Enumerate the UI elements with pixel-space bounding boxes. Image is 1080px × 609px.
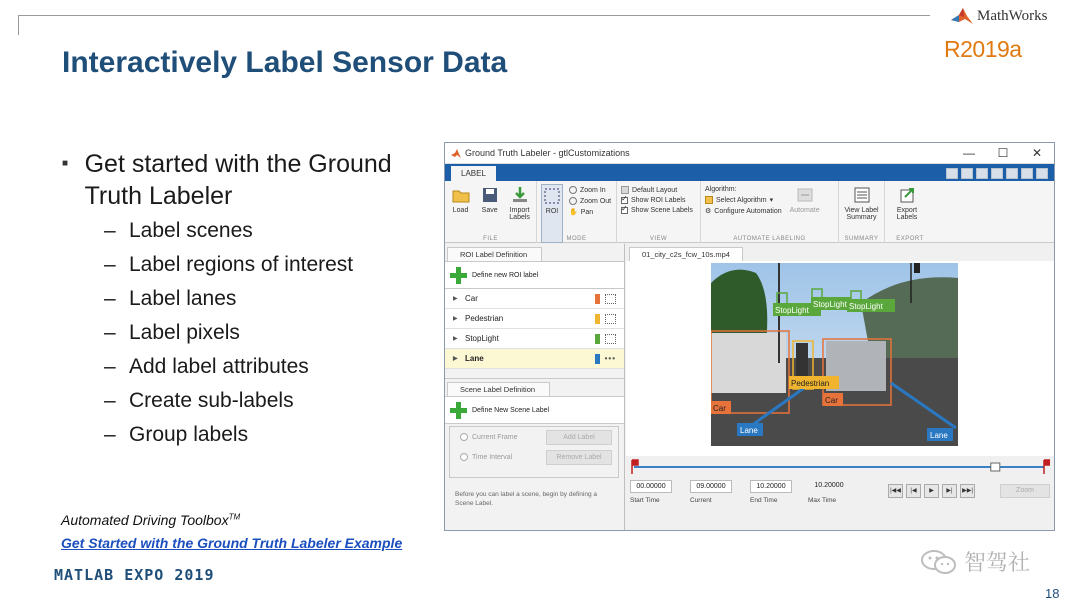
sub-bullet-text: Label scenes <box>129 219 253 242</box>
event-name: MATLAB EXPO 2019 <box>54 566 215 584</box>
mode-group <box>537 181 617 243</box>
export-icon <box>898 186 916 204</box>
playhead-handle[interactable] <box>991 463 1000 471</box>
chevron-down-icon: ▾ <box>769 197 774 204</box>
stoplight-tag-text: StopLight <box>775 306 809 315</box>
view-caption: VIEW <box>649 236 668 242</box>
automate-group <box>701 181 839 243</box>
window-titlebar <box>445 143 1054 164</box>
scene-label-definition-tab[interactable]: Scene Label Definition <box>447 382 550 396</box>
sub-bullet: – Create sub-labels <box>104 384 432 418</box>
sub-bullet-text: Create sub-labels <box>129 389 294 412</box>
label-definition-panel <box>445 244 625 530</box>
export-caption: EXPORT <box>896 236 924 242</box>
save-button[interactable] <box>478 184 501 243</box>
show-scene-label: Show Scene Labels <box>631 207 693 214</box>
first-frame-icon[interactable]: |◀◀ <box>888 484 903 498</box>
automate-button[interactable] <box>788 184 822 243</box>
minimize-button[interactable]: — <box>963 146 975 160</box>
app-body <box>445 244 1054 530</box>
label-color-swatch <box>595 314 600 324</box>
expand-arrow-icon[interactable]: ▶ <box>453 336 458 342</box>
video-file-tab[interactable]: 01_city_c2s_fcw_10s.mp4 <box>629 247 743 261</box>
white-car <box>711 333 786 393</box>
roi-label-item[interactable] <box>445 289 624 309</box>
roi-label-item[interactable] <box>445 309 624 329</box>
stoplight-tag-text: StopLight <box>849 302 883 311</box>
ribbon-tabstrip <box>445 164 1054 181</box>
sub-bullet-text: Add label attributes <box>129 355 309 378</box>
file-caption: FILE <box>483 236 498 242</box>
max-time-value: 10.20000 <box>814 482 844 489</box>
import-labels-button[interactable] <box>507 184 532 243</box>
pan-label: Pan <box>580 208 594 216</box>
pan-button[interactable] <box>569 208 611 216</box>
timeline-track <box>630 459 1050 475</box>
roi-label-item[interactable] <box>445 349 624 369</box>
page-number: 18 <box>1045 586 1060 601</box>
show-scene-labels-checkbox[interactable] <box>621 207 693 214</box>
quick-access-icon[interactable] <box>1006 168 1018 179</box>
plus-icon <box>449 401 467 419</box>
quick-access-icon[interactable] <box>976 168 988 179</box>
main-bullet <box>62 148 432 212</box>
current-frame-label: Current Frame <box>472 433 518 441</box>
lane-tag-text: Lane <box>930 431 948 440</box>
save-label: Save <box>481 207 498 214</box>
roi-label-name: Lane <box>465 354 484 363</box>
define-scene-label-text: Define New Scene Label <box>472 406 550 414</box>
quick-access-icon[interactable] <box>1021 168 1033 179</box>
traffic-light <box>914 263 920 273</box>
automate-caption: AUTOMATE LABELING <box>733 236 806 242</box>
top-rule-tick <box>18 15 19 35</box>
watermark <box>920 546 1030 577</box>
wechat-icon <box>920 548 958 576</box>
summary-icon <box>853 186 871 204</box>
play-icon[interactable]: ▶ <box>924 484 939 498</box>
sub-bullet-text: Label regions of interest <box>129 253 354 276</box>
car-tag-text: Car <box>713 404 726 413</box>
label-color-swatch <box>595 334 600 344</box>
zoom-button[interactable]: Zoom <box>1000 484 1050 498</box>
time-controls <box>626 478 1054 518</box>
end-time-value[interactable]: 10.20000 <box>750 480 792 493</box>
example-link[interactable]: Get Started with the Ground Truth Labeler Example <box>61 535 403 551</box>
sub-bullet: – Label lanes <box>104 282 432 316</box>
trademark: TM <box>228 512 241 522</box>
expand-arrow-icon[interactable]: ▶ <box>453 356 458 362</box>
summary-group <box>839 181 885 243</box>
quick-access-icon[interactable] <box>946 168 958 179</box>
add-label-button[interactable]: Add Label <box>546 430 612 445</box>
end-flag-icon[interactable] <box>1044 460 1050 474</box>
last-frame-icon[interactable]: ▶▶| <box>960 484 975 498</box>
time-interval-label: Time Interval <box>472 453 513 461</box>
label-color-swatch <box>595 294 600 304</box>
ribbon <box>445 181 1054 243</box>
main-bullet-text: Get started with the Ground Truth Labeler <box>84 150 392 210</box>
close-button[interactable]: ✕ <box>1031 146 1043 160</box>
export-labels-button[interactable] <box>889 184 925 243</box>
roi-label-item[interactable] <box>445 329 624 349</box>
quick-access-icon[interactable] <box>991 168 1003 179</box>
sub-bullet: – Label pixels <box>104 316 432 350</box>
mode-caption: MODE <box>566 236 587 242</box>
roi-mode-button[interactable] <box>541 184 563 243</box>
car-tag-text: Car <box>825 396 838 405</box>
select-algorithm-label: Select Algorithm <box>716 196 767 204</box>
previous-frame-icon[interactable]: |◀ <box>906 484 921 498</box>
video-frame[interactable] <box>711 263 958 446</box>
roi-label: ROI <box>545 208 559 215</box>
sub-bullet: – Label scenes <box>104 214 432 248</box>
start-time-label: Start Time <box>630 497 660 504</box>
time-interval-radio[interactable] <box>450 447 618 467</box>
sub-bullet-list <box>104 214 432 452</box>
plus-icon <box>449 266 467 284</box>
define-scene-label-button[interactable] <box>445 396 624 424</box>
rectangle-roi-icon <box>605 294 616 304</box>
sub-bullet-text: Group labels <box>129 423 249 446</box>
mathworks-wordmark: MathWorks <box>977 7 1048 24</box>
scene-label-hint: Before you can label a scene, begin by defining a Scene Label. <box>455 491 598 507</box>
bullet-list <box>62 148 432 452</box>
max-time-field <box>808 480 850 504</box>
hand-icon: ✋ <box>569 209 578 216</box>
checkbox-icon <box>621 207 628 214</box>
default-layout-label: Default Layout <box>632 186 678 194</box>
release-badge: R2019a <box>944 36 1022 62</box>
configure-label: Configure Automation <box>714 207 782 215</box>
next-frame-icon[interactable]: ▶| <box>942 484 957 498</box>
configure-automation-button[interactable] <box>705 207 782 215</box>
label-color-swatch <box>595 354 600 364</box>
rectangle-roi-icon <box>605 314 616 324</box>
export-labels-label: Export Labels <box>896 207 918 221</box>
watermark-text: 智驾社 <box>964 550 1031 575</box>
max-time-label: Max Time <box>808 497 837 504</box>
zoom-out-button[interactable] <box>569 197 611 205</box>
show-roi-labels-checkbox[interactable] <box>621 197 693 204</box>
roi-label-name: Pedestrian <box>465 314 504 323</box>
folder-icon <box>452 186 470 204</box>
rectangle-roi-icon <box>605 334 616 344</box>
roi-label-list <box>445 289 624 369</box>
roi-select-icon <box>543 187 561 205</box>
zoom-in-icon <box>569 186 577 194</box>
gear-icon: ⚙ <box>705 208 712 215</box>
export-group <box>885 181 935 243</box>
expand-arrow-icon[interactable]: ▶ <box>453 316 458 322</box>
top-rule <box>18 15 930 16</box>
pedestrian-tag-text: Pedestrian <box>791 379 830 388</box>
radio-icon <box>460 433 468 441</box>
load-button[interactable] <box>449 184 472 243</box>
start-time-value[interactable]: 00.00000 <box>630 480 672 493</box>
scene-label-options <box>449 426 619 478</box>
import-icon <box>511 186 529 204</box>
load-label: Load <box>452 207 469 214</box>
bullet-square-icon: ■ <box>62 158 69 169</box>
window-title: Ground Truth Labeler - gtlCustomizations <box>465 148 630 158</box>
select-algorithm-dropdown[interactable] <box>705 196 782 204</box>
current-time-label: Current <box>690 497 712 504</box>
sub-bullet: – Group labels <box>104 418 432 452</box>
maximize-button[interactable]: ☐ <box>997 146 1009 160</box>
remove-label-button[interactable]: Remove Label <box>546 450 612 465</box>
algorithm-label-text: Algorithm: <box>705 186 737 193</box>
slide-title: Interactively Label Sensor Data <box>62 46 508 79</box>
playback-controls <box>888 484 975 498</box>
zoom-out-icon <box>569 197 577 205</box>
tab-label[interactable]: LABEL <box>451 166 496 181</box>
file-group <box>445 181 537 243</box>
end-time-label: End Time <box>750 497 778 504</box>
roi-label-name: Car <box>465 294 478 303</box>
import-labels-label: Import Labels <box>509 207 530 221</box>
list-scrollbar[interactable] <box>445 369 624 379</box>
toolbox-name <box>61 512 240 528</box>
show-roi-label: Show ROI Labels <box>631 197 686 204</box>
zoom-in-label: Zoom In <box>580 186 606 194</box>
automate-label: Automate <box>789 207 820 214</box>
end-time-field[interactable] <box>750 480 792 504</box>
stoplight-tag-text: StopLight <box>813 300 847 309</box>
help-icon[interactable] <box>1036 168 1048 179</box>
view-label-summary-label: View Label Summary <box>844 207 879 221</box>
floppy-icon <box>481 186 499 204</box>
default-layout-button[interactable] <box>621 186 693 194</box>
mathworks-logo <box>950 6 1047 26</box>
expand-arrow-icon[interactable]: ▶ <box>453 296 458 302</box>
algorithm-label <box>705 186 782 193</box>
automate-icon <box>796 186 814 204</box>
roi-label-name: StopLight <box>465 334 499 343</box>
summary-caption: SUMMARY <box>844 236 879 242</box>
zoom-out-label: Zoom Out <box>580 197 612 205</box>
street-scene <box>711 263 958 446</box>
sub-bullet: – Label regions of interest <box>104 248 432 282</box>
roi-label-definition-tab[interactable]: ROI Label Definition <box>447 247 542 261</box>
matlab-app-icon <box>451 149 461 158</box>
current-time-value[interactable]: 09.00000 <box>690 480 732 493</box>
layout-icon <box>621 186 629 194</box>
sub-bullet-text: Label pixels <box>129 321 240 344</box>
quick-access-icon[interactable] <box>961 168 973 179</box>
video-display-panel <box>626 244 1054 530</box>
view-label-summary-button[interactable] <box>843 184 880 243</box>
start-time-field[interactable] <box>630 480 672 504</box>
view-group <box>617 181 701 243</box>
toolbox-name-text: Automated Driving Toolbox <box>61 512 229 528</box>
current-time-field[interactable] <box>690 480 732 504</box>
lane-tag-text: Lane <box>740 426 758 435</box>
sub-bullet-text: Label lanes <box>129 287 237 310</box>
ground-truth-labeler-window <box>444 142 1055 531</box>
define-roi-label-text: Define new ROI label <box>472 271 539 279</box>
line-roi-icon: ••• <box>604 354 616 363</box>
checkbox-icon <box>621 197 628 204</box>
membrane-icon <box>950 6 974 26</box>
folder-small-icon <box>705 196 713 204</box>
define-roi-label-button[interactable] <box>445 261 624 289</box>
zoom-in-button[interactable] <box>569 186 611 194</box>
current-frame-radio[interactable] <box>450 427 618 447</box>
timeline-slider[interactable] <box>630 459 1050 475</box>
radio-icon <box>460 453 468 461</box>
video-area <box>626 261 1054 456</box>
sub-bullet: – Add label attributes <box>104 350 432 384</box>
